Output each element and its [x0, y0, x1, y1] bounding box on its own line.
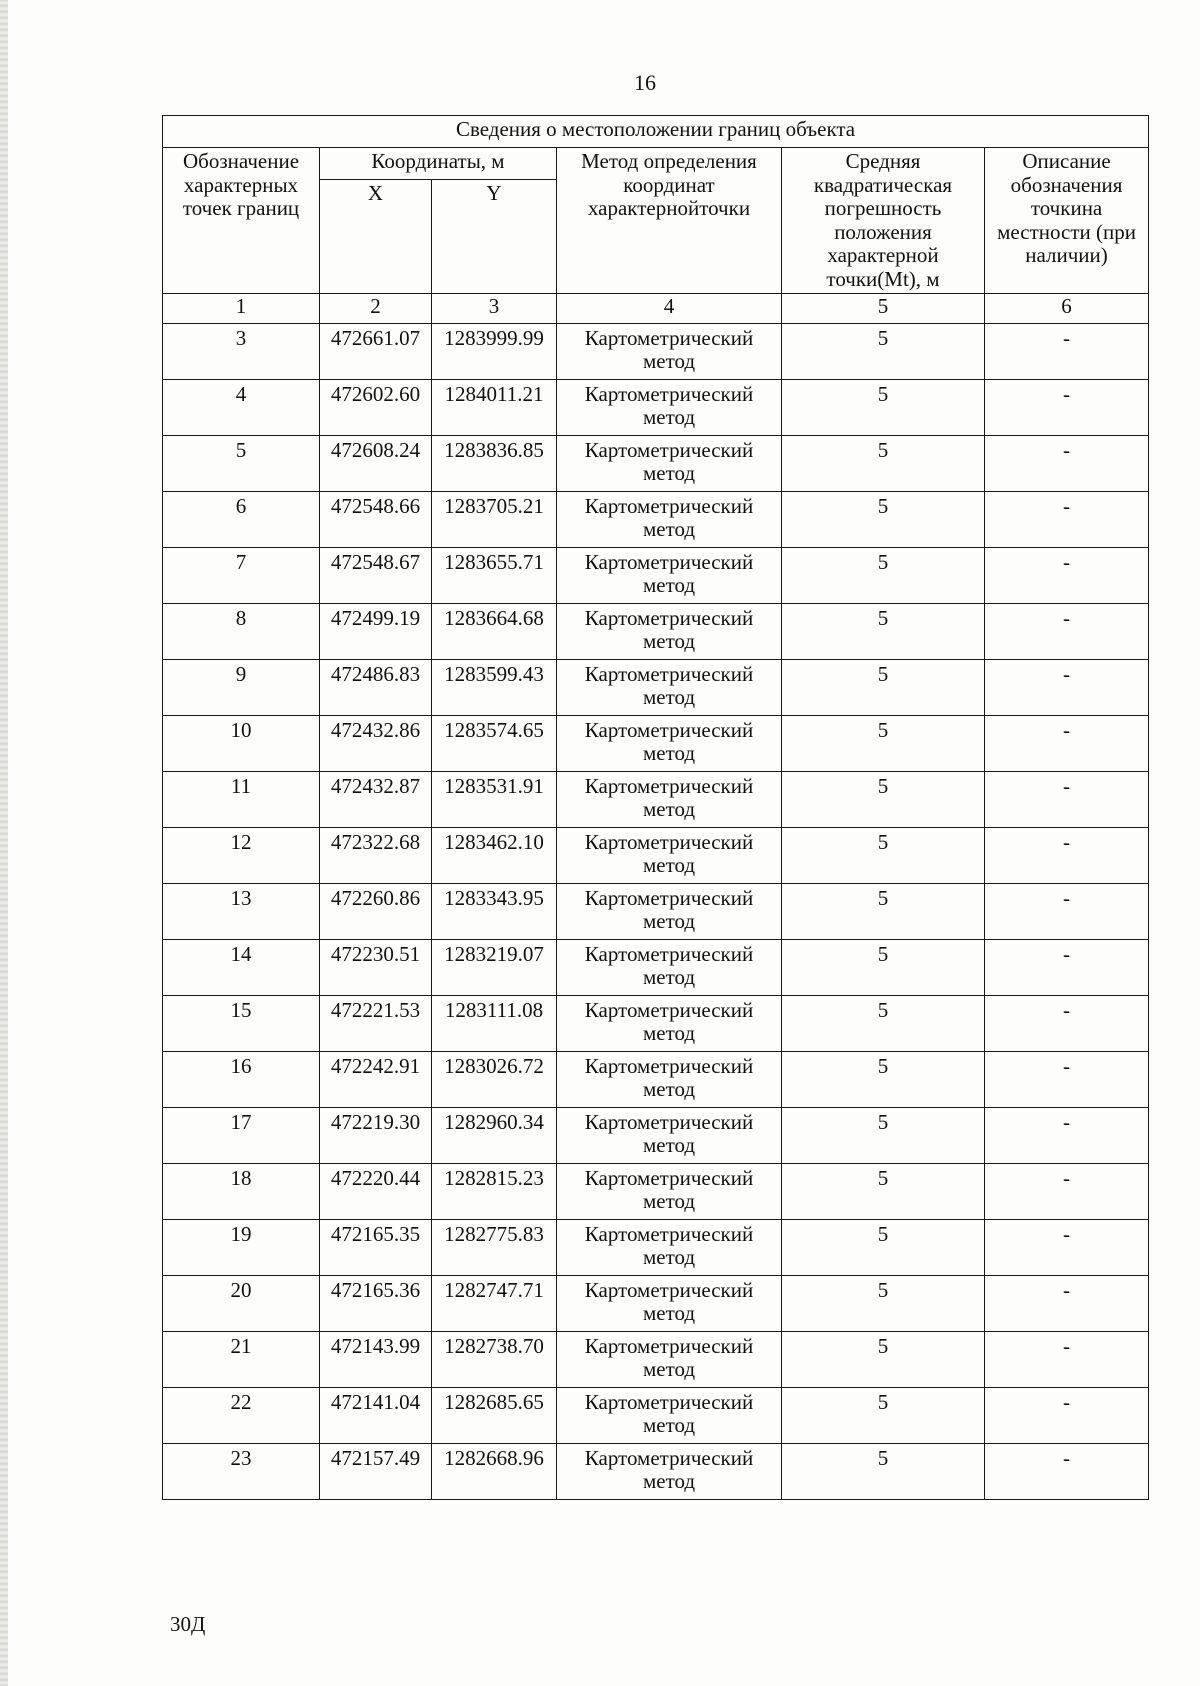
cell-method: Картометрический метод [557, 324, 782, 380]
cell-x: 472548.67 [320, 548, 432, 604]
cell-y: 1283219.07 [432, 940, 557, 996]
cell-x: 472141.04 [320, 1388, 432, 1444]
cell-description: - [985, 1108, 1149, 1164]
cell-y: 1282960.34 [432, 1108, 557, 1164]
cell-y: 1282775.83 [432, 1220, 557, 1276]
cell-point: 16 [163, 1052, 320, 1108]
cell-y: 1283111.08 [432, 996, 557, 1052]
cell-description: - [985, 996, 1149, 1052]
cell-method: Картометрический метод [557, 1052, 782, 1108]
cell-x: 472260.86 [320, 884, 432, 940]
cell-error: 5 [782, 1052, 985, 1108]
cell-x: 472219.30 [320, 1108, 432, 1164]
cell-error: 5 [782, 884, 985, 940]
header-error: Средняя квадратическая погрешность положения характерной точки(Mt), м [782, 148, 985, 294]
cell-error: 5 [782, 1332, 985, 1388]
cell-y: 1282668.96 [432, 1444, 557, 1500]
cell-method: Картометрический метод [557, 1332, 782, 1388]
cell-y: 1283462.10 [432, 828, 557, 884]
table-body [163, 116, 1149, 1500]
cell-method: Картометрический метод [557, 436, 782, 492]
cell-description: - [985, 436, 1149, 492]
table-row [163, 996, 1149, 1052]
table-row [163, 436, 1149, 492]
cell-error: 5 [782, 1444, 985, 1500]
cell-error: 5 [782, 436, 985, 492]
table-row [163, 492, 1149, 548]
cell-error: 5 [782, 996, 985, 1052]
table-row [163, 660, 1149, 716]
table-row [163, 1052, 1149, 1108]
cell-description: - [985, 492, 1149, 548]
cell-x: 472499.19 [320, 604, 432, 660]
cell-error: 5 [782, 1108, 985, 1164]
cell-y: 1283343.95 [432, 884, 557, 940]
cell-y: 1283574.65 [432, 716, 557, 772]
column-number: 3 [432, 294, 557, 324]
header-x: X [320, 180, 432, 294]
cell-x: 472661.07 [320, 324, 432, 380]
cell-error: 5 [782, 1220, 985, 1276]
header-row [163, 148, 1149, 180]
footer-code: 30Д [170, 1612, 206, 1636]
cell-x: 472486.83 [320, 660, 432, 716]
page-number: 16 [634, 70, 656, 95]
cell-point: 3 [163, 324, 320, 380]
cell-point: 13 [163, 884, 320, 940]
table-row [163, 716, 1149, 772]
header-description: Описание обозначения точкина местности (при наличии) [985, 148, 1149, 294]
cell-y: 1283999.99 [432, 324, 557, 380]
cell-point: 23 [163, 1444, 320, 1500]
cell-method: Картометрический метод [557, 1164, 782, 1220]
cell-point: 12 [163, 828, 320, 884]
cell-y: 1283655.71 [432, 548, 557, 604]
cell-y: 1283836.85 [432, 436, 557, 492]
table-row [163, 1444, 1149, 1500]
table-row [163, 940, 1149, 996]
cell-point: 21 [163, 1332, 320, 1388]
cell-method: Картометрический метод [557, 604, 782, 660]
cell-y: 1282815.23 [432, 1164, 557, 1220]
cell-description: - [985, 1052, 1149, 1108]
table-row [163, 884, 1149, 940]
cell-y: 1282747.71 [432, 1276, 557, 1332]
cell-method: Картометрический метод [557, 716, 782, 772]
header-y: Y [432, 180, 557, 294]
cell-point: 20 [163, 1276, 320, 1332]
cell-error: 5 [782, 716, 985, 772]
cell-description: - [985, 380, 1149, 436]
table-row [163, 1220, 1149, 1276]
scan-edge [0, 0, 8, 1686]
table-row [163, 1276, 1149, 1332]
cell-description: - [985, 548, 1149, 604]
cell-method: Картометрический метод [557, 1276, 782, 1332]
table-row [163, 324, 1149, 380]
cell-x: 472165.35 [320, 1220, 432, 1276]
cell-x: 472602.60 [320, 380, 432, 436]
cell-x: 472432.87 [320, 772, 432, 828]
cell-x: 472165.36 [320, 1276, 432, 1332]
cell-x: 472608.24 [320, 436, 432, 492]
column-number: 4 [557, 294, 782, 324]
header-method: Метод определения координат характернойточки [557, 148, 782, 294]
cell-point: 9 [163, 660, 320, 716]
cell-description: - [985, 884, 1149, 940]
table-row [163, 380, 1149, 436]
cell-method: Картометрический метод [557, 380, 782, 436]
cell-description: - [985, 1388, 1149, 1444]
cell-description: - [985, 1276, 1149, 1332]
table-row [163, 1388, 1149, 1444]
cell-method: Картометрический метод [557, 996, 782, 1052]
cell-description: - [985, 940, 1149, 996]
cell-description: - [985, 324, 1149, 380]
table-row [163, 772, 1149, 828]
column-number: 5 [782, 294, 985, 324]
cell-error: 5 [782, 492, 985, 548]
cell-y: 1283664.68 [432, 604, 557, 660]
cell-error: 5 [782, 380, 985, 436]
table-caption-row [163, 116, 1149, 148]
header-coordinates: Координаты, м [320, 148, 557, 180]
cell-point: 18 [163, 1164, 320, 1220]
cell-method: Картометрический метод [557, 548, 782, 604]
cell-point: 17 [163, 1108, 320, 1164]
cell-method: Картометрический метод [557, 772, 782, 828]
cell-x: 472221.53 [320, 996, 432, 1052]
cell-x: 472143.99 [320, 1332, 432, 1388]
cell-y: 1283026.72 [432, 1052, 557, 1108]
cell-error: 5 [782, 1276, 985, 1332]
table-row [163, 604, 1149, 660]
cell-error: 5 [782, 828, 985, 884]
cell-description: - [985, 1444, 1149, 1500]
cell-description: - [985, 1220, 1149, 1276]
column-numbers-row [163, 294, 1149, 324]
cell-x: 472548.66 [320, 492, 432, 548]
cell-method: Картометрический метод [557, 1220, 782, 1276]
cell-method: Картометрический метод [557, 1388, 782, 1444]
cell-x: 472432.86 [320, 716, 432, 772]
cell-method: Картометрический метод [557, 828, 782, 884]
cell-method: Картометрический метод [557, 660, 782, 716]
header-point: Обозначение характерных точек границ [163, 148, 320, 294]
cell-method: Картометрический метод [557, 492, 782, 548]
column-number: 1 [163, 294, 320, 324]
cell-method: Картометрический метод [557, 1444, 782, 1500]
cell-point: 22 [163, 1388, 320, 1444]
cell-point: 14 [163, 940, 320, 996]
cell-y: 1283599.43 [432, 660, 557, 716]
table-row [163, 1332, 1149, 1388]
table-row [163, 828, 1149, 884]
cell-error: 5 [782, 1164, 985, 1220]
cell-error: 5 [782, 604, 985, 660]
cell-x: 472322.68 [320, 828, 432, 884]
cell-description: - [985, 716, 1149, 772]
cell-error: 5 [782, 660, 985, 716]
boundary-coordinates-table [162, 115, 1149, 1500]
table-row [163, 1164, 1149, 1220]
cell-description: - [985, 1164, 1149, 1220]
cell-error: 5 [782, 548, 985, 604]
cell-x: 472242.91 [320, 1052, 432, 1108]
cell-description: - [985, 772, 1149, 828]
cell-x: 472220.44 [320, 1164, 432, 1220]
cell-point: 19 [163, 1220, 320, 1276]
cell-description: - [985, 828, 1149, 884]
cell-y: 1282685.65 [432, 1388, 557, 1444]
cell-y: 1283531.91 [432, 772, 557, 828]
cell-point: 10 [163, 716, 320, 772]
cell-point: 4 [163, 380, 320, 436]
cell-error: 5 [782, 940, 985, 996]
cell-y: 1282738.70 [432, 1332, 557, 1388]
column-number: 6 [985, 294, 1149, 324]
cell-description: - [985, 1332, 1149, 1388]
table-row [163, 1108, 1149, 1164]
cell-description: - [985, 660, 1149, 716]
cell-y: 1283705.21 [432, 492, 557, 548]
cell-description: - [985, 604, 1149, 660]
cell-method: Картометрический метод [557, 940, 782, 996]
column-number: 2 [320, 294, 432, 324]
cell-error: 5 [782, 324, 985, 380]
table-row [163, 548, 1149, 604]
cell-y: 1284011.21 [432, 380, 557, 436]
cell-point: 5 [163, 436, 320, 492]
cell-point: 8 [163, 604, 320, 660]
cell-method: Картометрический метод [557, 1108, 782, 1164]
cell-error: 5 [782, 772, 985, 828]
cell-point: 7 [163, 548, 320, 604]
cell-point: 11 [163, 772, 320, 828]
cell-error: 5 [782, 1388, 985, 1444]
cell-x: 472157.49 [320, 1444, 432, 1500]
cell-point: 15 [163, 996, 320, 1052]
cell-x: 472230.51 [320, 940, 432, 996]
table-caption: Сведения о местоположении границ объекта [163, 116, 1149, 148]
cell-method: Картометрический метод [557, 884, 782, 940]
cell-point: 6 [163, 492, 320, 548]
